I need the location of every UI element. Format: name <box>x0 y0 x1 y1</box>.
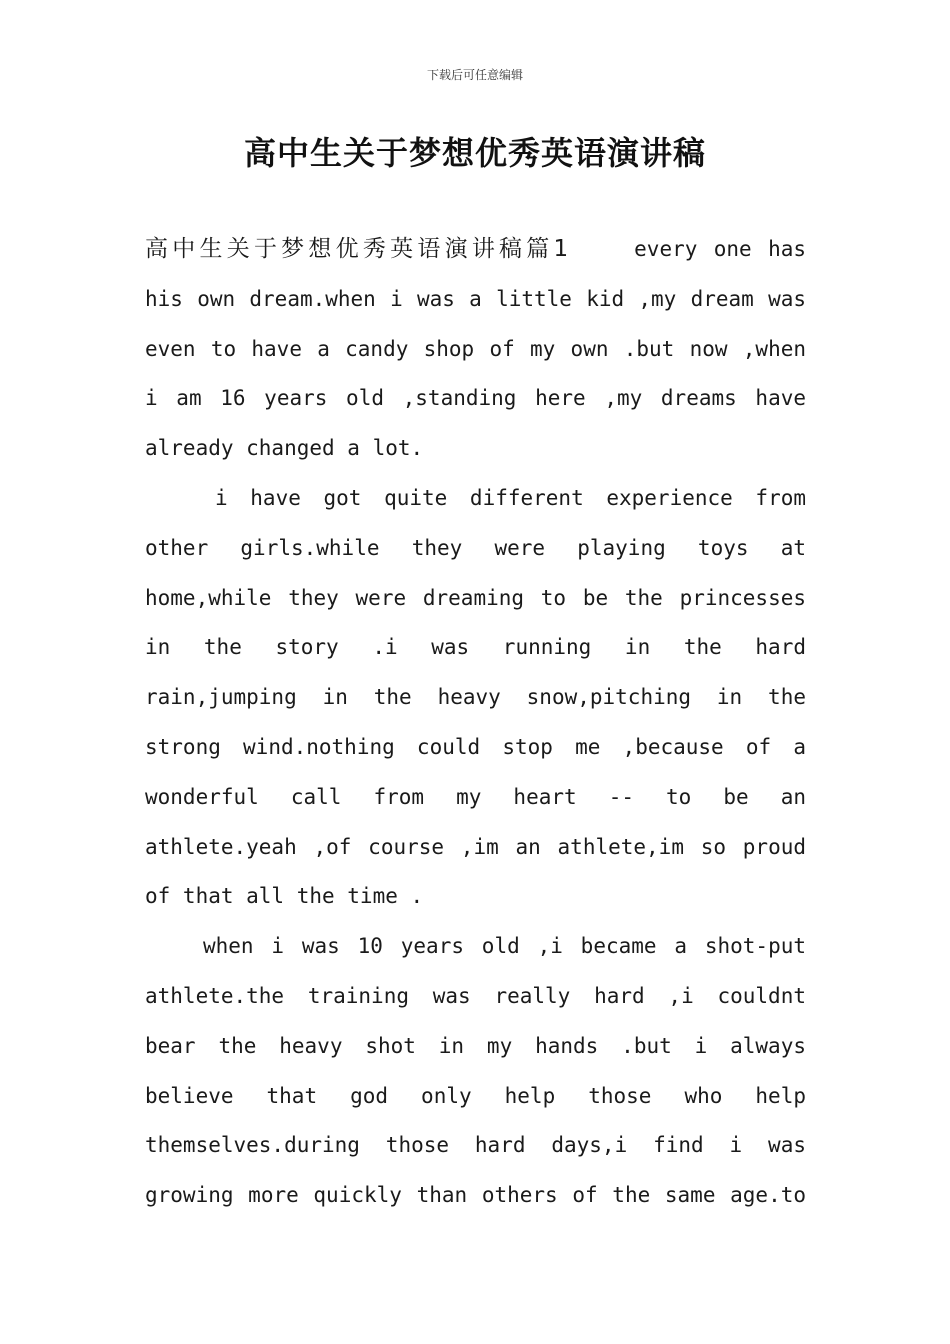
paragraph-2-line-5: rain,jumping in the heavy snow,pitching in the <box>145 685 806 710</box>
paragraph-2 <box>145 474 806 922</box>
paragraph-3-line-5: themselves.during those hard days,i find i was <box>145 1133 806 1158</box>
paragraph-1-line-1 <box>145 225 806 275</box>
paragraph-1-line-1-rest: every one has <box>568 237 806 261</box>
paragraph-2-line-9: of that all the time . <box>145 884 424 909</box>
paragraph-3-line-2: athlete.the training was really hard ,i couldnt <box>145 983 806 1008</box>
paragraph-1-line-5: already changed a lot. <box>145 436 424 461</box>
document-title: 高中生关于梦想优秀英语演讲稿 <box>243 134 706 172</box>
inline-heading: 高中生关于梦想优秀英语演讲稿篇1 <box>145 236 569 262</box>
paragraph-1 <box>145 225 806 474</box>
paragraph-2-line-3: home,while they were dreaming to be the princesses <box>145 585 806 610</box>
document-body <box>145 225 806 1221</box>
paragraph-2-line-2: other girls.while they were playing toys at <box>145 535 806 560</box>
paragraph-3-line-6: growing more quickly than others of the same age.to <box>145 1183 806 1208</box>
paragraph-3-line-1: when i was 10 years old ,i became a shot-put <box>203 934 806 959</box>
paragraph-2-line-4: in the story .i was running in the hard <box>145 635 806 660</box>
paragraph-3-line-3: bear the heavy shot in my hands .but i always <box>145 1033 806 1058</box>
paragraph-2-line-1: i have got quite different experience from <box>215 485 806 510</box>
paragraph-1-line-4: i am 16 years old ,standing here ,my dreams have <box>145 386 806 411</box>
paragraph-1-line-2: his own dream.when i was a little kid ,my dream was <box>145 286 806 311</box>
paragraph-1-line-3: even to have a candy shop of my own .but now ,when <box>145 336 806 361</box>
paragraph-2-line-8: athlete.yeah ,of course ,im an athlete,im so proud <box>145 834 806 859</box>
paragraph-3-line-4: believe that god only help those who help <box>145 1083 806 1108</box>
paragraph-2-line-6: strong wind.nothing could stop me ,because of a <box>145 734 806 759</box>
header-note: 下载后可任意编辑 <box>426 68 523 82</box>
paragraph-3 <box>145 922 806 1221</box>
paragraph-2-line-7: wonderful call from my heart -- to be an <box>145 784 806 809</box>
